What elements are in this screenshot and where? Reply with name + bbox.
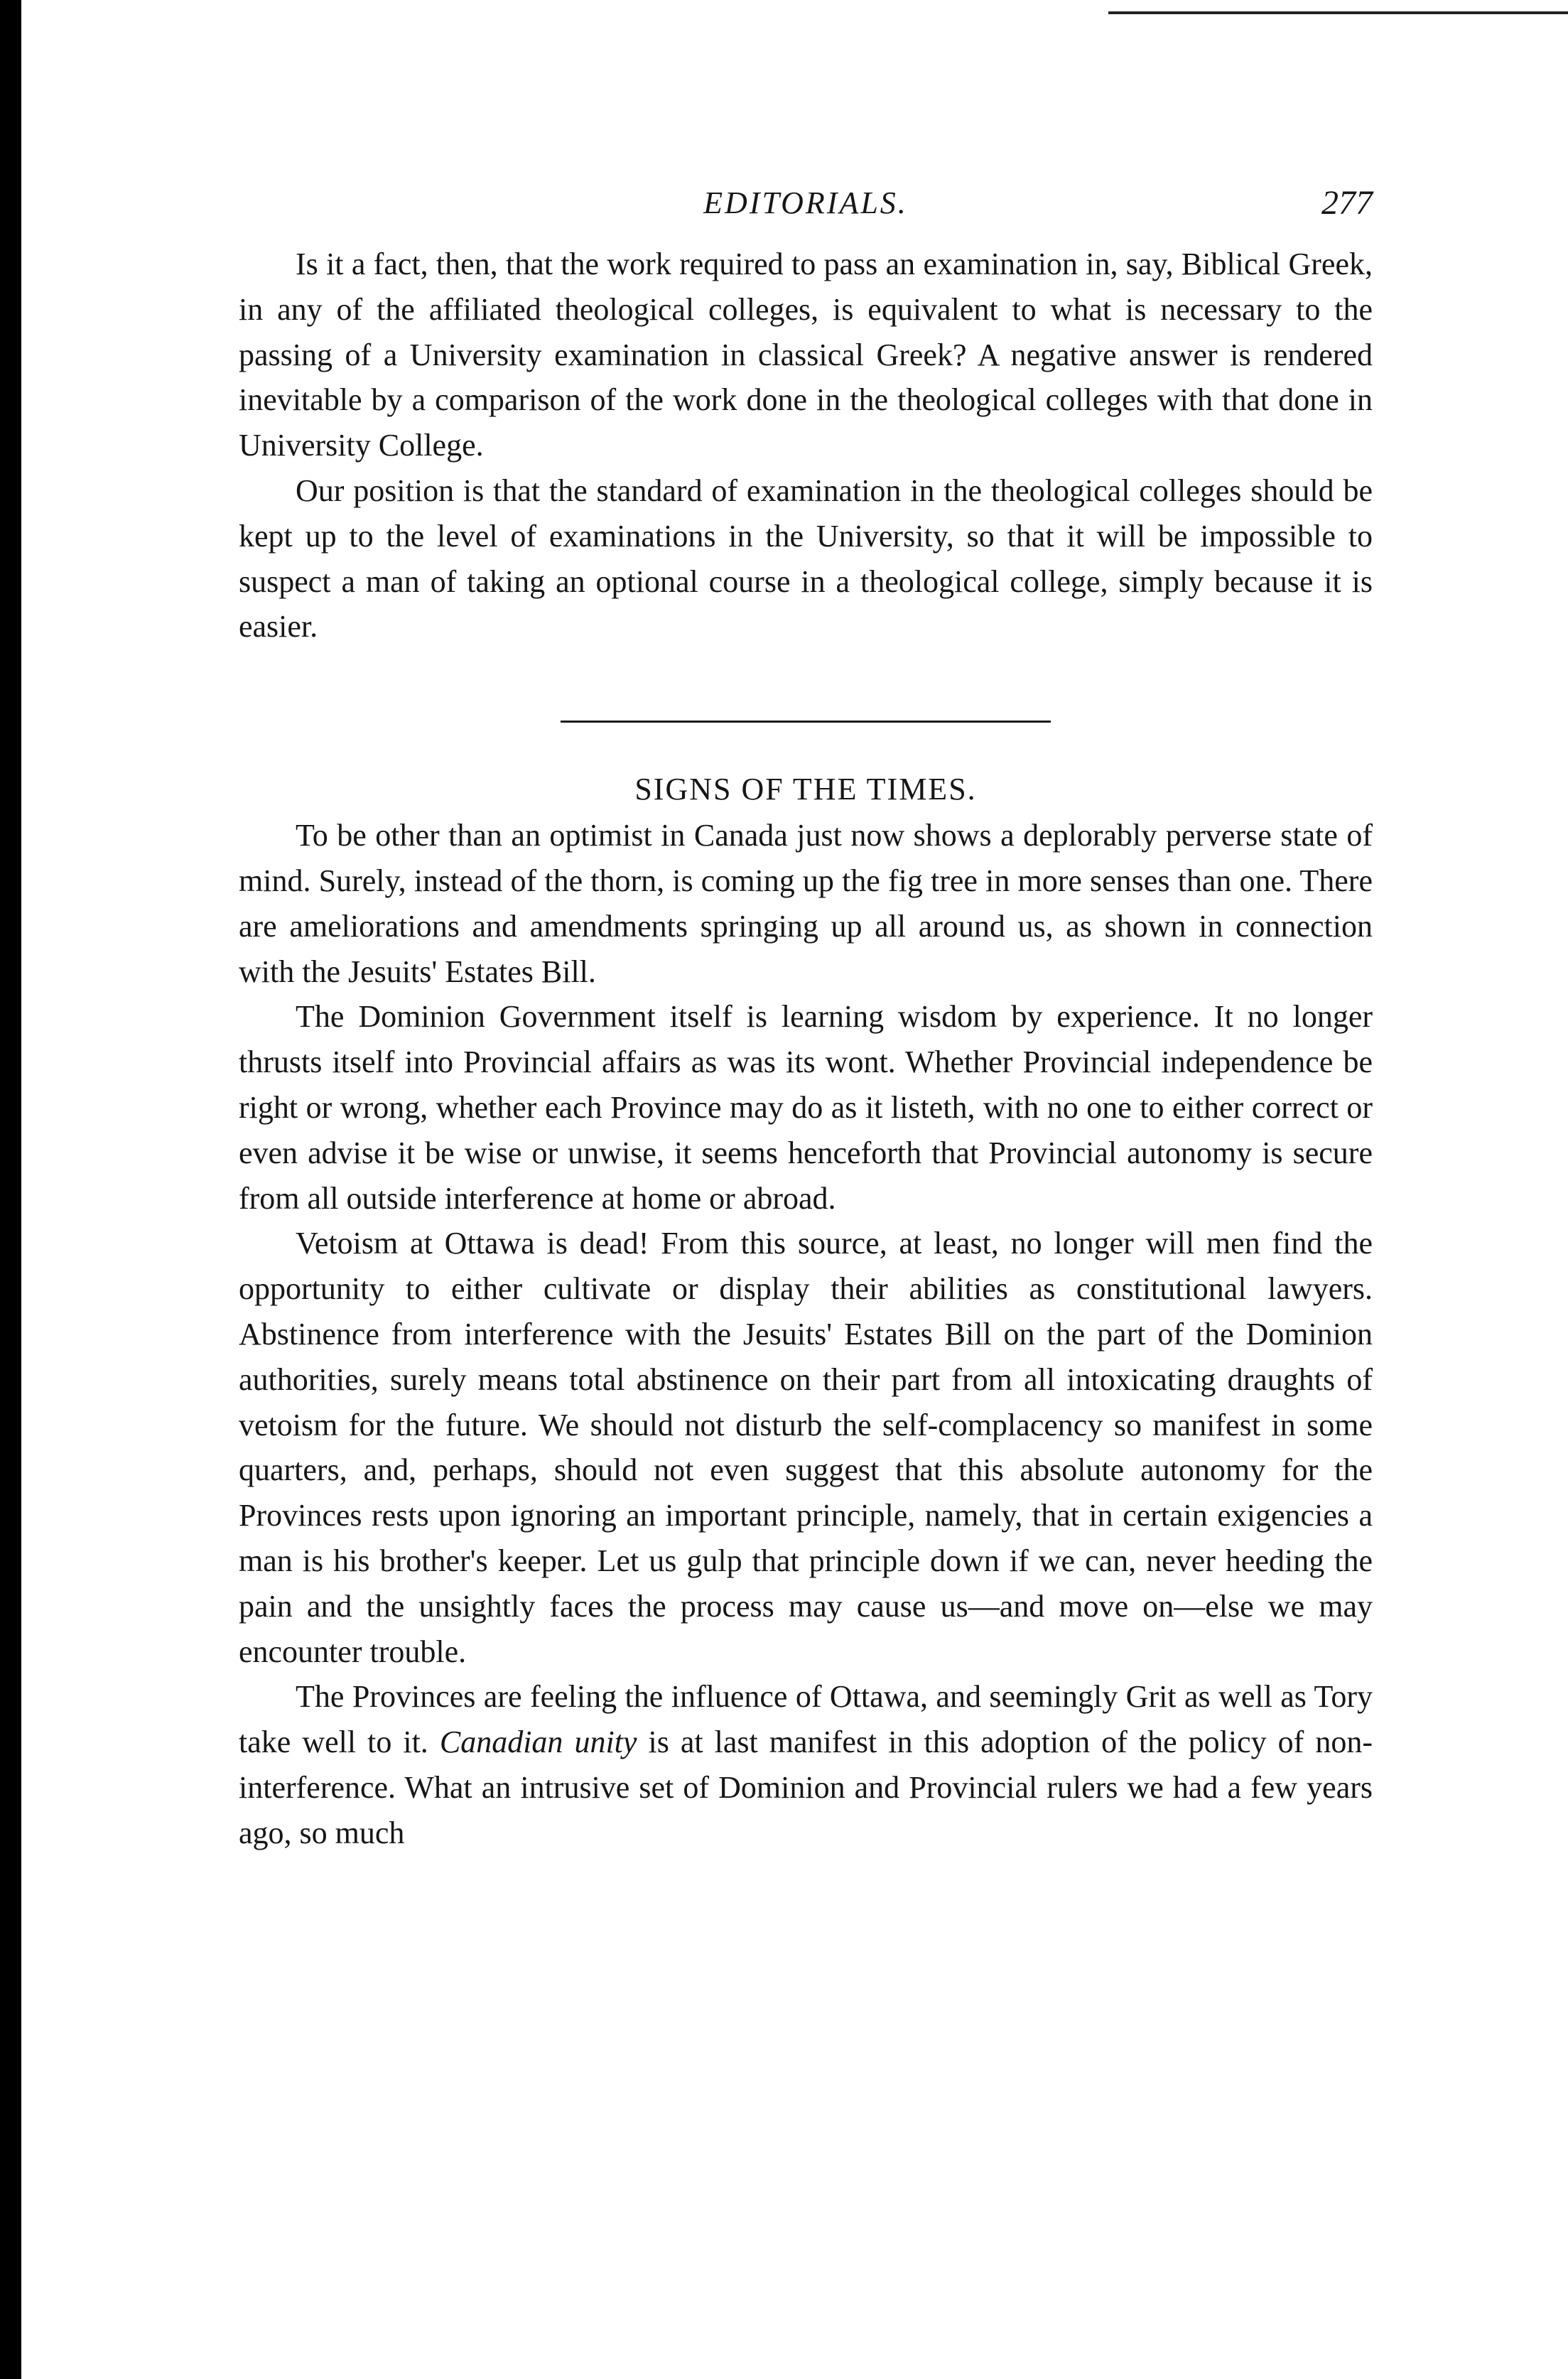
paragraph-optimist: To be other than an optimist in Canada just now shows a deplorably perverse state of mind. Surely, instead of the thorn, is coming up the fig tree in more senses than one. There are ameliorations and amendments springing up all around us, as shown in connection with the Jesuits' Estates Bill. — [239, 818, 1373, 989]
paragraph-dominion-government: The Dominion Government itself is learning wisdom by experience. It no longer thrusts itself into Provincial affairs as was its wont. Whether Provincial independence be right or wrong, whether each Province may do as it listeth, with no one to either correct or even advise it be wise or unwise, it seems henceforth that Provincial autonomy is secure from all outside interference at home or abroad. — [239, 999, 1373, 1216]
running-head — [239, 178, 1373, 242]
paragraph-text-after: is at last manifest in this adoption of the policy of non-interference. What an intrusive set of Dominion and Provincial rulers we had a few years ago, so much — [239, 1725, 1373, 1850]
paragraph-text-before: The Provinces are feeling the influence of Ottawa, and seemingly Grit as well as Tory take well to it. — [239, 1679, 1373, 1760]
paragraph-provinces-influence — [239, 1674, 1373, 1855]
scan-top-rule — [1108, 11, 1568, 14]
paragraph-standard-of-examination: Our position is that the standard of examination in the theological colleges should be kept up to the level of examinations in the University, so that it will be impossible to suspect a man of taking an optional course in a theological college, simply because it is easier. — [239, 473, 1373, 644]
paragraph-vetoism: Vetoism at Ottawa is dead! From this source, at least, no longer will men find the opportunity to either cultivate or display their abilities as constitutional lawyers. Abstinence from interference with the Jesuits' Estates Bill on the part of the Dominion authorities, surely means total abstinence on their part from all intoxicating draughts of vetoism for the future. We should not disturb the self-complacency so manifest in some quarters, and, perhaps, should not even suggest that this absolute autonomy for the Provinces rests upon ignoring an important principle, namely, that in certain exigencies a man is his brother's keeper. Let us gulp that principle down if we can, never heeding the pain and the unsightly faces the process may cause us—and move on—else we may encounter trouble. — [239, 1226, 1373, 1669]
page-body — [239, 178, 1373, 1856]
running-title: EDITORIALS. — [703, 185, 908, 220]
section-divider — [561, 721, 1051, 723]
binding-edge — [0, 0, 21, 2379]
section-heading: SIGNS OF THE TIMES. — [634, 772, 977, 807]
paragraph-greek-examination: Is it a fact, then, that the work required to pass an examination in, say, Biblical Greek, in any of the affiliated theological colleges, is equivalent to what is necessary to the passing of a University examination in classical Greek? A negative answer is rendered inevitable by a comparison of the work done in the theological colleges with that done in University College. — [239, 247, 1373, 463]
page-number: 277 — [1321, 184, 1373, 222]
emphasis-canadian-unity: Canadian unity — [439, 1725, 637, 1760]
